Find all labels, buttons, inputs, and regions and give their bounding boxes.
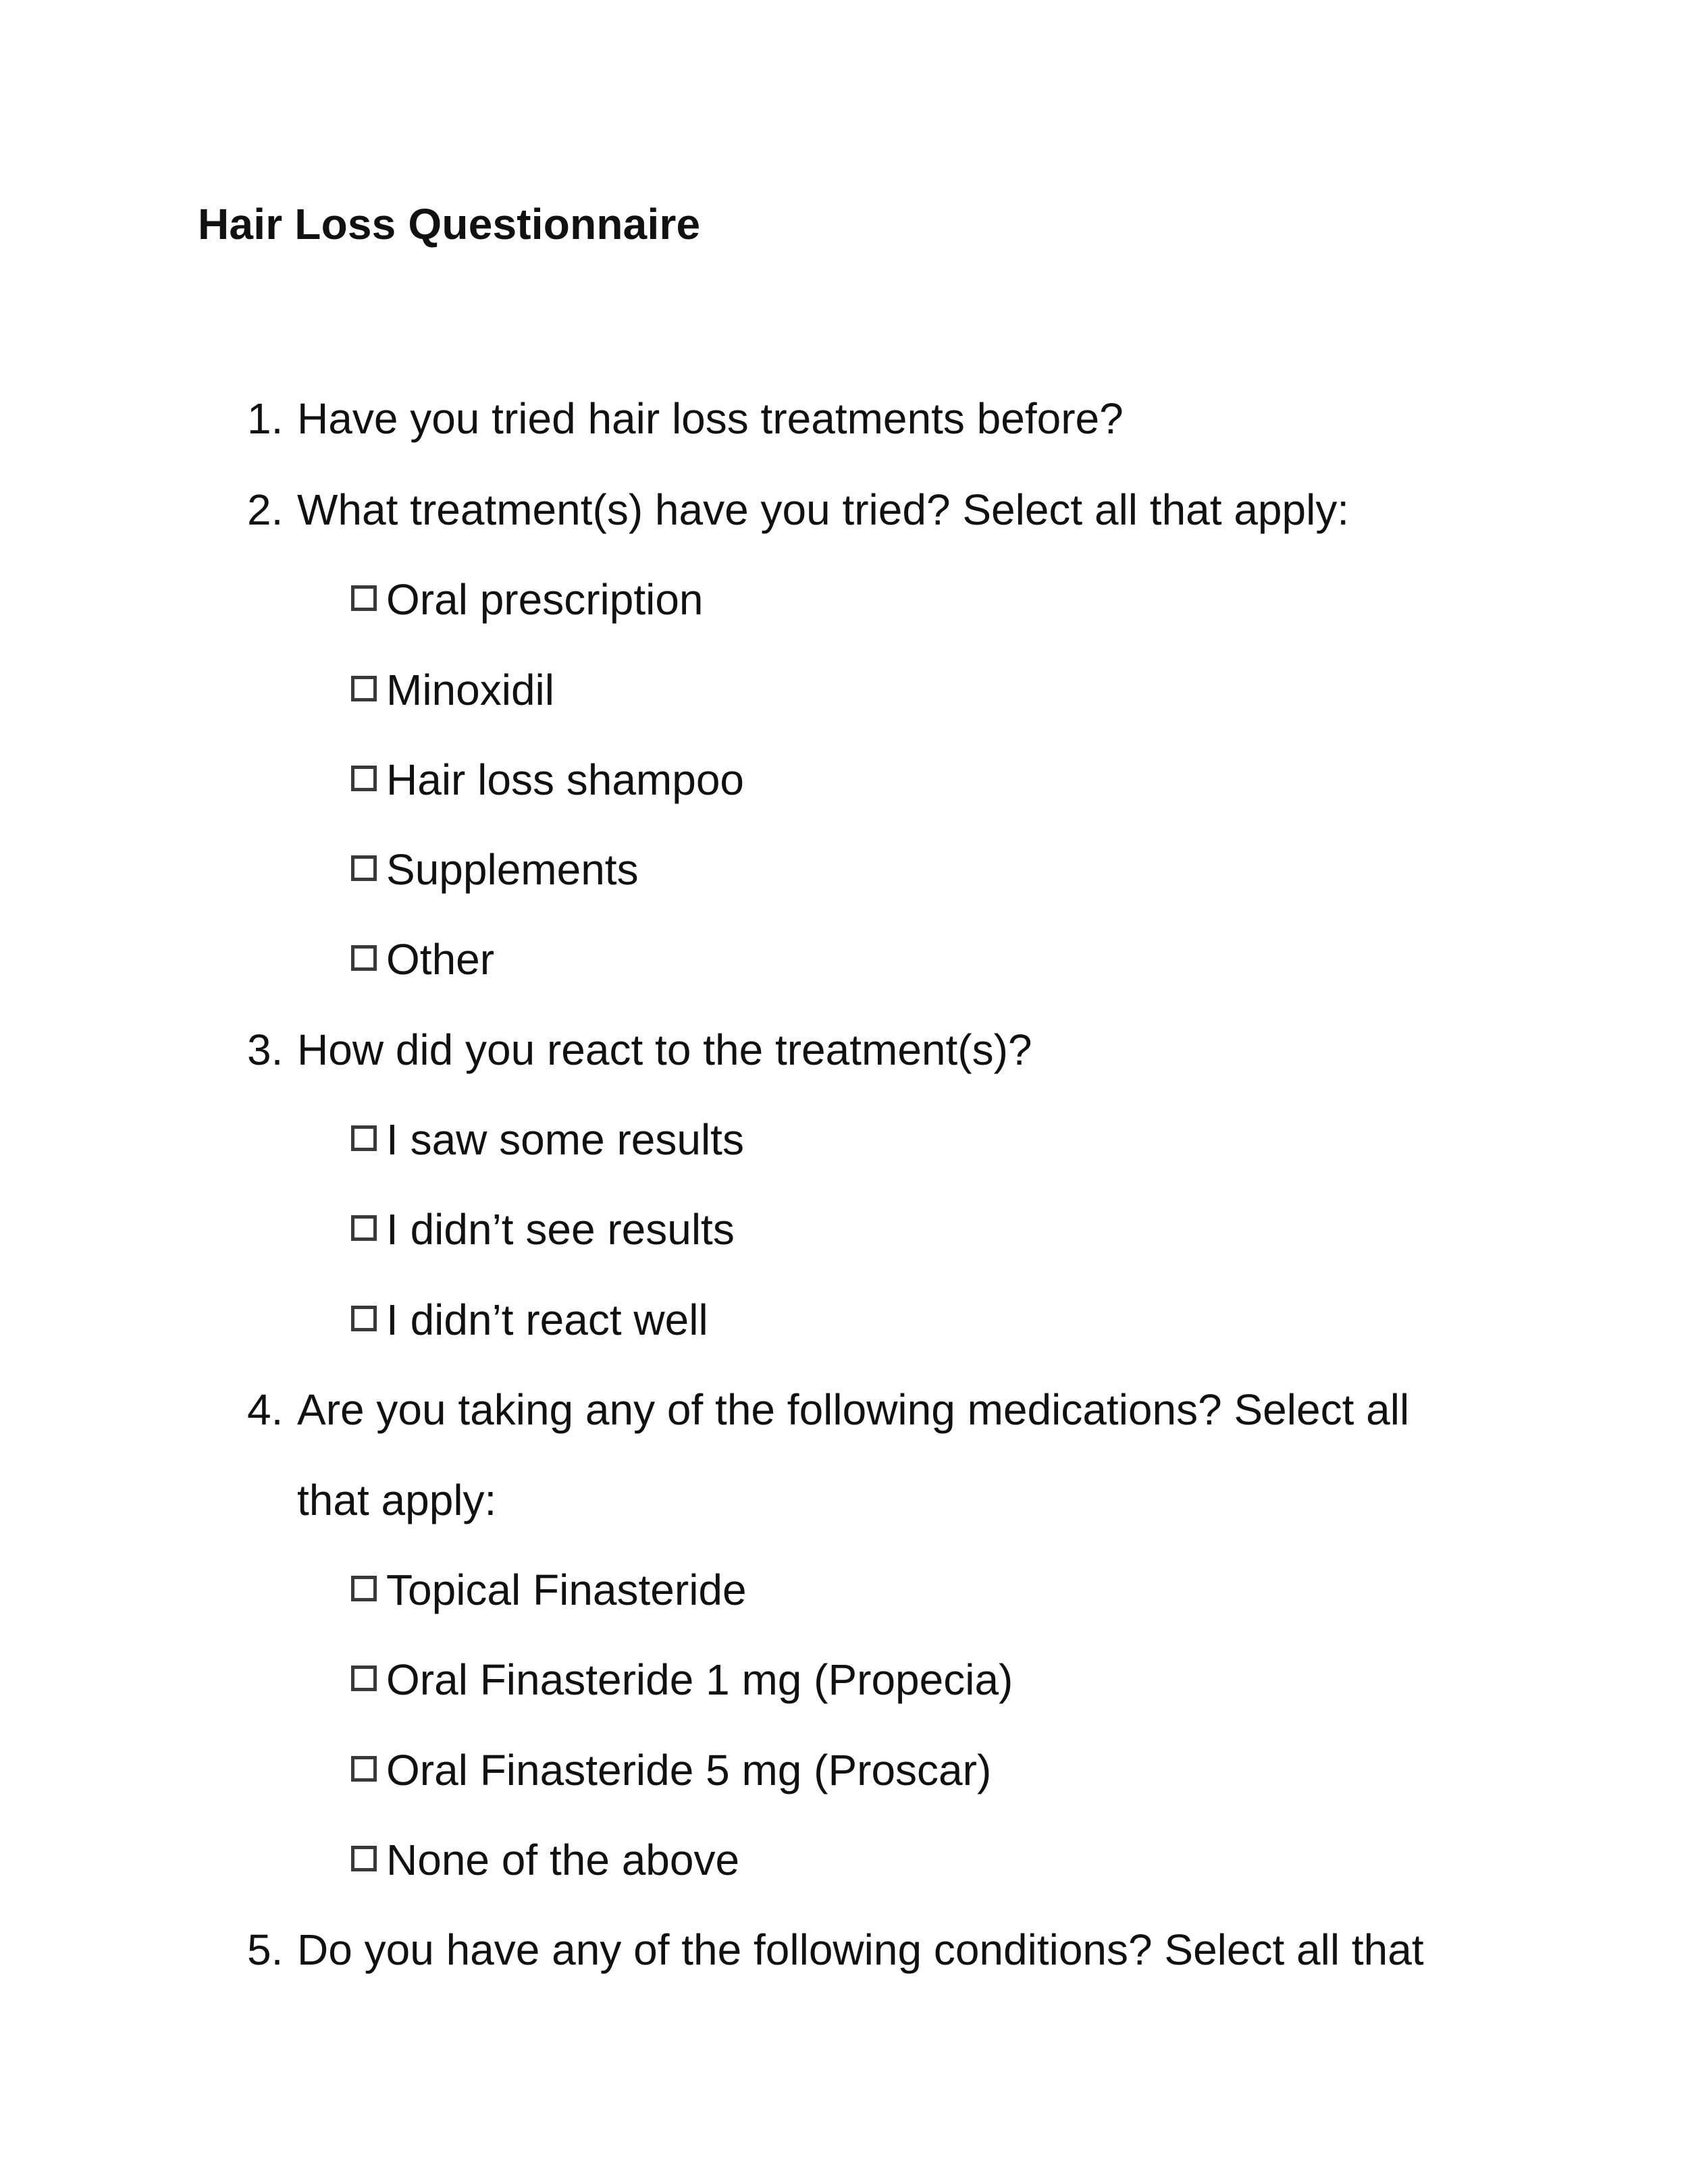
option-didnt-react-well[interactable] bbox=[351, 1289, 708, 1350]
question-text: How did you react to the treatment(s)? bbox=[297, 1026, 1032, 1074]
checkbox[interactable] bbox=[351, 1666, 377, 1691]
question-2 bbox=[247, 479, 1349, 540]
option-minoxidil[interactable] bbox=[351, 660, 554, 720]
option-label: I didn’t see results bbox=[386, 1205, 735, 1254]
option-label: Supplements bbox=[386, 845, 639, 894]
question-text: Do you have any of the following conditions? Select all that bbox=[297, 1925, 1424, 1974]
option-label: Other bbox=[386, 935, 495, 984]
option-hair-loss-shampoo[interactable] bbox=[351, 749, 744, 810]
option-oral-finasteride-1mg[interactable] bbox=[351, 1649, 1013, 1710]
option-label: Oral prescription bbox=[386, 575, 704, 624]
question-number: 5. bbox=[247, 1925, 284, 1974]
option-label: I didn’t react well bbox=[386, 1296, 708, 1344]
option-oral-finasteride-5mg[interactable] bbox=[351, 1740, 991, 1801]
question-1 bbox=[247, 388, 1124, 449]
option-label: Oral Finasteride 5 mg (Proscar) bbox=[386, 1746, 992, 1794]
document-title: Hair Loss Questionnaire bbox=[198, 200, 701, 248]
question-number: 4. bbox=[247, 1385, 284, 1434]
checkbox[interactable] bbox=[351, 585, 377, 611]
checkbox[interactable] bbox=[351, 855, 377, 881]
question-4 bbox=[247, 1379, 1409, 1530]
option-other[interactable] bbox=[351, 929, 494, 990]
checkbox[interactable] bbox=[351, 676, 377, 701]
option-label: None of the above bbox=[386, 1836, 740, 1884]
option-supplements[interactable] bbox=[351, 839, 639, 900]
question-text-continued: that apply: bbox=[297, 1476, 497, 1524]
question-text: What treatment(s) have you tried? Select all that apply: bbox=[297, 485, 1350, 534]
checkbox[interactable] bbox=[351, 1125, 377, 1151]
option-label: Hair loss shampoo bbox=[386, 755, 744, 804]
question-number: 1. bbox=[247, 394, 284, 443]
checkbox[interactable] bbox=[351, 1846, 377, 1871]
checkbox[interactable] bbox=[351, 1215, 377, 1241]
checkbox[interactable] bbox=[351, 766, 377, 791]
option-none-of-the-above[interactable] bbox=[351, 1830, 739, 1890]
question-5 bbox=[247, 1919, 1424, 1980]
question-3 bbox=[247, 1019, 1032, 1080]
checkbox[interactable] bbox=[351, 1306, 377, 1331]
option-oral-prescription[interactable] bbox=[351, 569, 704, 630]
question-number: 2. bbox=[247, 485, 284, 534]
checkbox[interactable] bbox=[351, 1756, 377, 1782]
option-didnt-see-results[interactable] bbox=[351, 1199, 735, 1260]
checkbox[interactable] bbox=[351, 1576, 377, 1601]
option-label: Topical Finasteride bbox=[386, 1566, 747, 1614]
checkbox[interactable] bbox=[351, 945, 377, 971]
option-label: I saw some results bbox=[386, 1115, 744, 1164]
option-topical-finasteride[interactable] bbox=[351, 1560, 747, 1620]
option-label: Minoxidil bbox=[386, 666, 554, 714]
option-saw-some-results[interactable] bbox=[351, 1109, 744, 1170]
question-text: Are you taking any of the following medications? Select all bbox=[297, 1385, 1410, 1434]
question-text: Have you tried hair loss treatments before? bbox=[297, 394, 1124, 443]
option-label: Oral Finasteride 1 mg (Propecia) bbox=[386, 1655, 1013, 1704]
question-number: 3. bbox=[247, 1026, 284, 1074]
